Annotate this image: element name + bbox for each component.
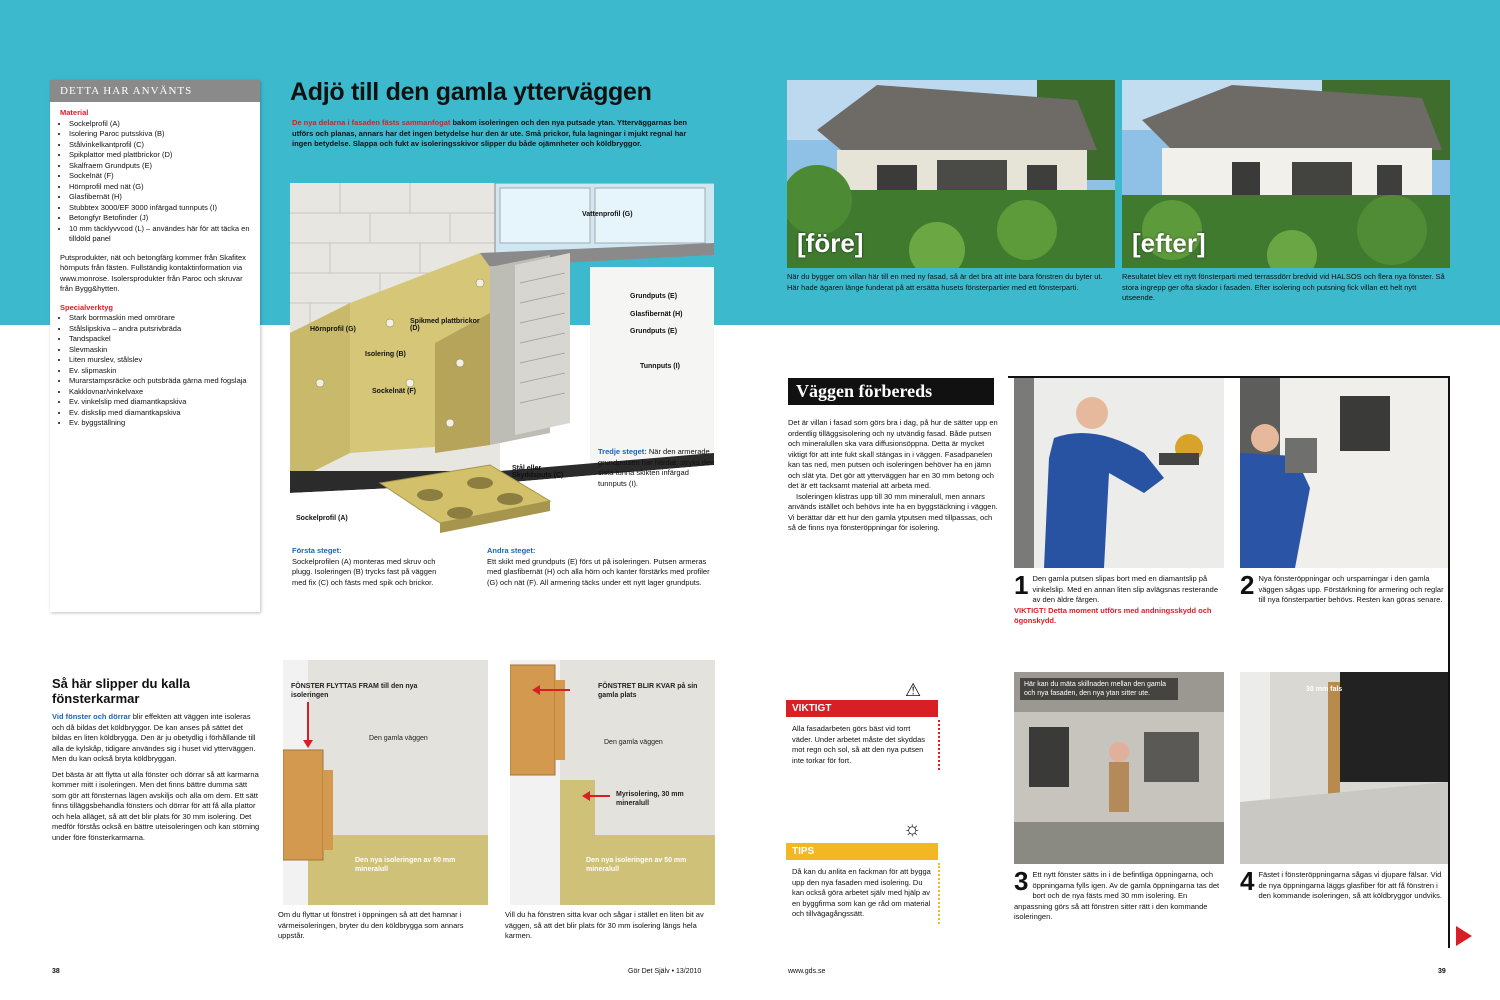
section-p1: Det är villan i fasad som görs bra i dag, på hur de sätter upp en ordentlig tilläggsisolering och ny utvändig fasad. Både putsen och mineralullen ska vara diffusionsöppna. Detta är mycket viktigt för att inte fukt skall stängas in i väggen. Fasadpanelen kan tas ned, men putsen och isoleringen behöver ha en jämn och slät yta. Det gör att ytterväggen har en 30 mm betong och det är ett tacksamt material att arbeta med.	[788, 418, 998, 490]
step3-photo	[1014, 672, 1224, 864]
list-item: • Hörnprofil med nät (G)	[69, 182, 250, 193]
old-wall-label: Den gamla väggen	[369, 735, 428, 742]
list-item: • Ev. diskslip med diamantkapskiva	[69, 408, 250, 419]
tools-title: Specialverktyg	[60, 302, 113, 312]
next-page-arrow-icon	[1456, 926, 1472, 946]
callout-stal: Stål eller Skyddsputs (C)	[512, 465, 564, 479]
callout-sockelprofil: Sockelprofil (A)	[296, 515, 348, 522]
page-title: Adjö till den gamla ytterväggen	[290, 78, 652, 106]
step2-photo	[1240, 378, 1448, 568]
step3-text	[598, 447, 716, 489]
old-wall-label-2: Den gamla väggen	[604, 739, 663, 746]
new-insulation-label-2: Den nya isoleringen av 50 mm mineralull	[586, 857, 687, 873]
step4-photo	[1240, 672, 1448, 864]
magazine-footer: Gör Det Själv • 13/2010	[628, 968, 702, 975]
list-item: • Isolering Paroc putsskiva (B)	[69, 129, 250, 140]
tips-box-body: Då kan du anlita en fackman för att bygga upp den nya fasaden med isolering. Du kan också göra arbetet själv med hjälp av en byggfirma som kan ge råd om material och tillvägagångssätt.	[786, 863, 940, 924]
step-1-number: 1	[1014, 570, 1029, 600]
list-item: • Stubbtex 3000/EF 3000 infärgad tunnputs (I)	[69, 203, 250, 214]
lead-intro: De nya delarna i fasaden fästs sammanfogat	[292, 118, 451, 127]
window-kept-title: FÖNSTRET BLIR KVAR på sin gamla plats	[598, 683, 698, 699]
article-subhead: Så här slipper du kalla fönsterkarmar	[52, 676, 190, 706]
step1-text	[292, 546, 442, 588]
new-insulation-label: Den nya isoleringen av 50 mm mineralull	[355, 857, 456, 873]
small-insulation-label: Myrisolering, 30 mm mineralull	[616, 791, 684, 807]
left-article-p1	[52, 712, 260, 765]
list-item: • Murarstampsräcke och putsbräda gärna med fogslaja	[69, 376, 250, 387]
step1-title: Första steget:	[292, 546, 342, 555]
list-item: • Ev. vinkelslip med diamantkapskiva	[69, 397, 250, 408]
step-3-text: Ett nytt fönster sätts in i de befintliga öppningarna, och öppningarna fylls igen. Av de gamla öppningarna tas det bort och de nya fästs med 30 mm isolering. En anpassning görs så att fönstren sitter rätt i den kommande isoleringen.	[1014, 870, 1220, 921]
site-footer: www.gds.se	[788, 968, 826, 975]
step1-body: Sockelprofilen (A) monteras med skruv och plugg. Isoleringen (B) trycks fast på väggen med fix (C) och fästs med spik och brickor.	[292, 556, 437, 587]
lead-text: bakom isoleringen och den nya putsade ytan. Ytterväggarnas ben utförs och planas, annars har det ingen betydelse hur den är ute. Små prickor, fula lagningar i mjukt regnal har ingen betydelse. Slappa och fukt av isoleringsskivor slipper du både ojämnheter och köldbryggor.	[292, 118, 687, 148]
window-kept-caption: Vill du ha fönstren sitta kvar och sågar i stället en liten bit av väggen, så att det blir plats för 30 mm isolering längs hela karmen.	[505, 910, 704, 940]
list-item: • Skalfraem Grundputs (E)	[69, 161, 250, 172]
callout-isolering: Isolering (B)	[365, 351, 406, 358]
worker-on-ladder-image	[1014, 672, 1224, 864]
list-item: • Slevmaskin	[69, 345, 250, 356]
list-item: • Ev. slipmaskin	[69, 366, 250, 377]
list-item: • Stålvinkelkantprofil (C)	[69, 140, 250, 151]
left-article-intro: Vid fönster och dörrar	[52, 712, 131, 721]
left-article-p2: Det bästa är att flytta ut alla fönster och dörrar så att karmarna kommer mitt i isoleringen. Men det finns bättre dumma sätt som gör att fönsternas lägen avskiljs och alla om dem. Ett sätt finns tilläggsbehandla fönsters och dörrar för att få alla plattor och hela alläget, så att det blir plats för 30 mm isolering. Det medför förstås också en bättre uteisoleringen och kan störning under före fönsterkarmarna.	[52, 769, 260, 842]
tools-list	[60, 313, 250, 429]
list-item: • Sockelnät (F)	[69, 171, 250, 182]
window-diagram-moved	[283, 660, 488, 905]
worker-sawing-image	[1240, 378, 1448, 568]
exclamation-icon: ⚠	[905, 680, 922, 700]
step-3-number: 3	[1014, 866, 1029, 896]
photo-after	[1122, 80, 1450, 268]
section-title: Väggen förbereds	[788, 378, 994, 405]
list-item: • Spikplattor med plattbrickor (D)	[69, 150, 250, 161]
sidebar-header: DETTA HAR ANVÄNTS	[50, 80, 260, 102]
list-item: • Stark borrmaskin med omrörare	[69, 313, 250, 324]
before-tag: [före]	[797, 228, 864, 258]
callout-spik: Spikmed plattbrickor (D)	[410, 318, 480, 332]
list-item: • Liten murslev, stålslev	[69, 355, 250, 366]
callout-grundputs-2: Grundputs (E)	[630, 328, 678, 335]
section-body	[788, 418, 998, 534]
step-2-text: Nya fönsteröppningar och ursparningar i den gamla väggen sågas upp. Förstärkning för armering och reglar till nya fönsterpartier behövs. Resten kan göras senare.	[1258, 574, 1444, 604]
before-caption: När du bygger om villan här till en med ny fasad, så är det bra att inte bara fönstren du byter ut. Här hade ägaren länge funderat på att ersätta husets fönsterpartier med ett fönsterparti.	[787, 272, 1103, 292]
step3-title: Tredje steget:	[598, 447, 647, 456]
list-item: • Stålslipskiva – andra putsrivbräda	[69, 324, 250, 335]
lead-paragraph	[292, 118, 692, 150]
step2-text	[487, 546, 712, 588]
step4-photo-overlay: 30 mm fals	[1306, 686, 1343, 693]
left-article-p1-text: blir effekten att väggen inte isoleras och då bildas det köldbryggor. De kan anses på sättet det bildas en liten köldbrygga. Den är ju obetydlig i förhållande till alla de kylskåp, tidigare användes sig i huset vid ytterväggen. Men du kan också bryta köldbryggan.	[52, 712, 256, 763]
callout-droppbleck: Vattenprofil (G)	[582, 211, 633, 218]
step-4-number: 4	[1240, 866, 1255, 896]
step-2	[1240, 570, 1446, 606]
list-item: • Kakklovnar/vinkelvaxe	[69, 387, 250, 398]
step3-body: När den armerade grundputsen har härdat, stryks den sista tunna skikten infärgad tunnputs (I).	[598, 447, 715, 488]
list-item: • Ev. byggställning	[69, 418, 250, 429]
window-fals-image	[1240, 672, 1448, 864]
step2-title: Andra steget:	[487, 546, 536, 555]
window-moved-caption: Om du flyttar ut fönstret i öppningen så att det hamnar i värmeisoleringen, bryter du den köldbrygga som annars uppstår.	[278, 910, 464, 940]
step3-photo-overlay: Här kan du mäta skillnaden mellan den gamla och nya fasaden, den nya ytan sitter ute.	[1020, 678, 1178, 700]
step-3	[1014, 866, 1220, 923]
step-2-number: 2	[1240, 570, 1255, 600]
step-1	[1014, 570, 1220, 627]
material-list	[60, 119, 250, 245]
step-1-text: Den gamla putsen slipas bort med en diamantslip på vinkelslip. Med en annan liten slip avlägsnas resterande av den äldre färgen.	[1032, 574, 1218, 604]
callout-tunnputs: Tunnputs (I)	[640, 363, 680, 370]
lightbulb-icon: ☼	[903, 818, 922, 840]
step1-photo	[1014, 378, 1224, 568]
list-item: • Tandspackel	[69, 334, 250, 345]
window-diagram-kept	[510, 660, 715, 905]
callout-glasfibernat: Glasfibernät (H)	[630, 311, 683, 318]
step-4-text: Fästet i fönsteröppningarna sågas vi djupare fälsar. Vid de nya öppningarna läggs glasfiber för att få fönstren i den kommande isoleringen, så att köldbryggor undviks.	[1258, 870, 1442, 900]
step-4	[1240, 866, 1446, 902]
page-number-right: 39	[1438, 968, 1446, 975]
callout-grundputs-1: Grundputs (E)	[630, 293, 678, 300]
list-item: • 10 mm täcklyvvcod (L) – användes här för att täcka en tilldöld panel	[69, 224, 250, 245]
list-item: • Glasfibernät (H)	[69, 192, 250, 203]
step2-body: Ett skikt med grundputs (E) förs ut på isoleringen. Putsen armeras med glasfibernät (H) och alla hörn och kanter förstärks med profiler (G) och nät (F). All armering täcks under ett nytt lager grundputs.	[487, 556, 710, 587]
callout-horn: Hörnprofil (G)	[310, 326, 356, 333]
after-tag: [efter]	[1132, 228, 1206, 258]
after-caption: Resultatet blev ett nytt fönsterparti med terrassdörr bredvid vid HALSOS och flera nya fönster. Så stora ingrepp ger ofta skador i fasaden. Efter isolering och putsning fick villan ett helt nytt utseende.	[1122, 272, 1445, 302]
photo-before	[787, 80, 1115, 268]
material-title: Material	[60, 108, 89, 117]
supplier-text: Putsprodukter, nät och betongfärg kommer från Skafitex hörnputs från fästen. Fullständig kontaktinformation via www.monrose. Isolersprodukter från Paroc och skruvar från Bygg&hytten.	[60, 252, 246, 293]
window-moved-title: FÖNSTER FLYTTAS FRAM till den nya isoleringen	[291, 683, 418, 699]
worker-grinding-image	[1014, 378, 1224, 568]
page-number-left: 38	[52, 968, 60, 975]
viktigt-box-body: Alla fasadarbeten görs bäst vid torrt väder. Under arbetet måste det skyddas mot regn och sol, så att den nya putsen inte torkar för fort.	[786, 720, 940, 770]
list-item: • Sockelprofil (A)	[69, 119, 250, 130]
tips-box-header: TIPS	[786, 843, 938, 860]
section-p2: Isoleringen klistras upp till 30 mm mineralull, men annars används istället och behövs inte ha en byggstäckning i väggen. Vi berättar där ett hur den gamla ytputsen med tillpassas, och så de finns nya fönsteröppningar för isolering.	[788, 491, 998, 532]
viktigt-box-header: VIKTIGT	[786, 700, 938, 717]
materials-sidebar	[50, 80, 260, 612]
step-1-warning: VIKTIGT! Detta moment utförs med andningsskydd och ögonskydd.	[1014, 605, 1212, 625]
callout-sockelnat: Sockelnät (F)	[372, 388, 416, 395]
list-item: • Betongfyr Betofinder (J)	[69, 213, 250, 224]
left-article-body	[52, 712, 260, 848]
